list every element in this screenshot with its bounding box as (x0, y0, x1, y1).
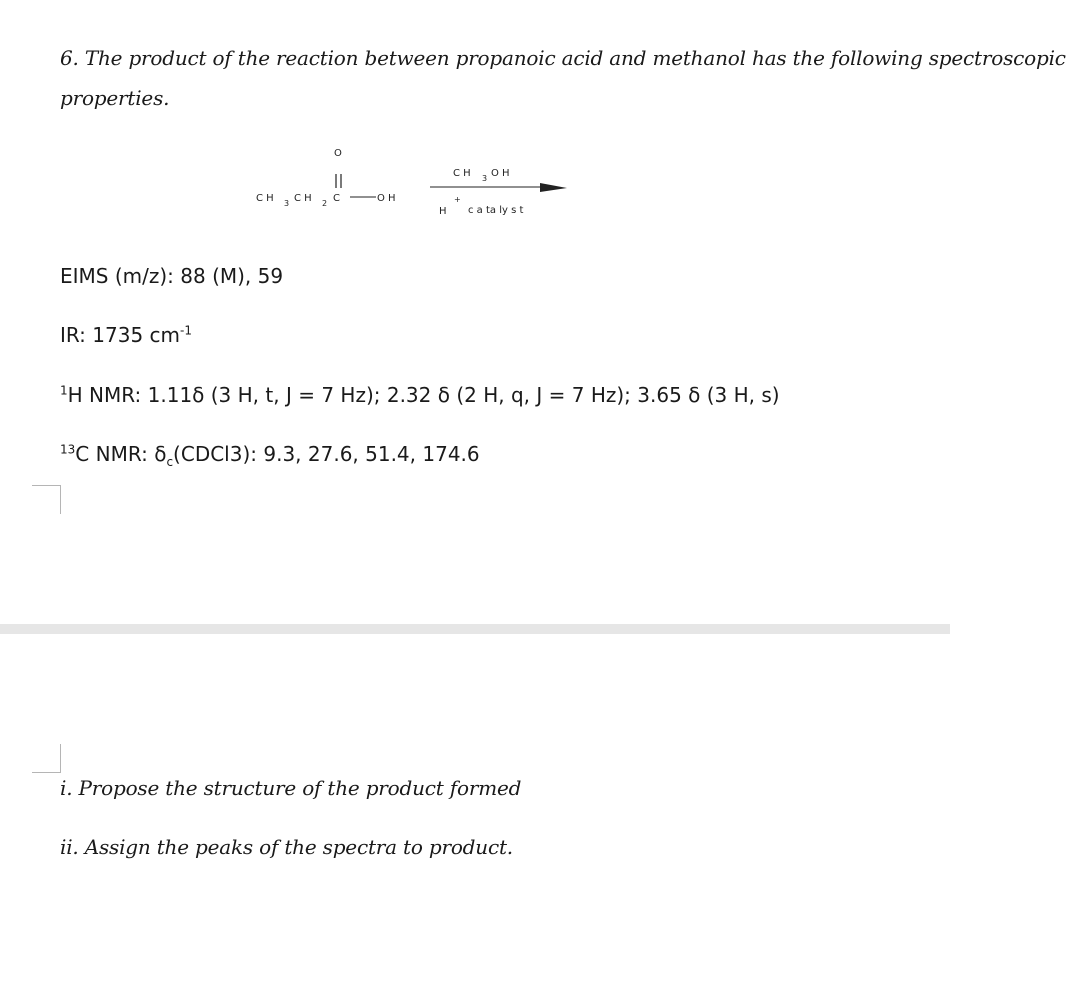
question-text-line-2: properties. (60, 86, 170, 110)
reagent-proton-charge: + (454, 195, 461, 204)
reagent-methanol-subscript: 3 (482, 174, 488, 183)
reactant-ch3-subscript: 3 (284, 199, 290, 208)
ir-text: IR: 1735 cm (60, 323, 181, 347)
eims-line: EIMS (m/z): 88 (M), 59 (60, 264, 284, 288)
task-i: i. Propose the structure of the product formed (60, 776, 522, 800)
ir-line (60, 323, 192, 347)
page-margin-corner-top (32, 744, 61, 773)
cnmr-prefix: C NMR: δ (75, 442, 167, 466)
ir-superscript: -1 (180, 323, 192, 338)
page-margin-corner-bottom (32, 485, 61, 514)
reactant-ch3: C H (256, 193, 274, 204)
task-ii: ii. Assign the peaks of the spectra to product. (60, 835, 513, 859)
document-page-2 (0, 634, 950, 1004)
question-text-line-1: 6. The product of the reaction between propanoic acid and methanol has the following spectroscopic (60, 46, 1066, 70)
cnmr-superscript: 13 (60, 442, 76, 457)
reagent-catalyst-word: c a ta ly s t (468, 205, 524, 216)
cnmr-line (60, 442, 480, 469)
cnmr-subscript: c (166, 455, 174, 469)
hnmr-line (60, 383, 780, 407)
reagent-methanol-ch: C H (453, 168, 471, 179)
reagent-proton: H (439, 206, 447, 217)
cnmr-values: (CDCl3): 9.3, 27.6, 51.4, 174.6 (173, 442, 480, 466)
reagent-methanol-oh: O H (491, 168, 510, 179)
reactant-ch2-subscript: 2 (322, 199, 328, 208)
reactant-hydroxyl: O H (377, 193, 396, 204)
hnmr-text: H NMR: 1.11δ (3 H, t, J = 7 Hz); 2.32 δ (2 H, q, J = 7 Hz); 3.65 δ (3 H, s) (67, 383, 780, 407)
hnmr-superscript: 1 (60, 383, 68, 398)
reaction-scheme (240, 140, 580, 230)
page-separator (0, 624, 950, 634)
reactant-carbonyl-oxygen: O (334, 148, 342, 159)
reactant-carbonyl-carbon: C (333, 193, 340, 204)
reaction-arrow-head (540, 183, 567, 192)
reactant-ch2: C H (294, 193, 312, 204)
